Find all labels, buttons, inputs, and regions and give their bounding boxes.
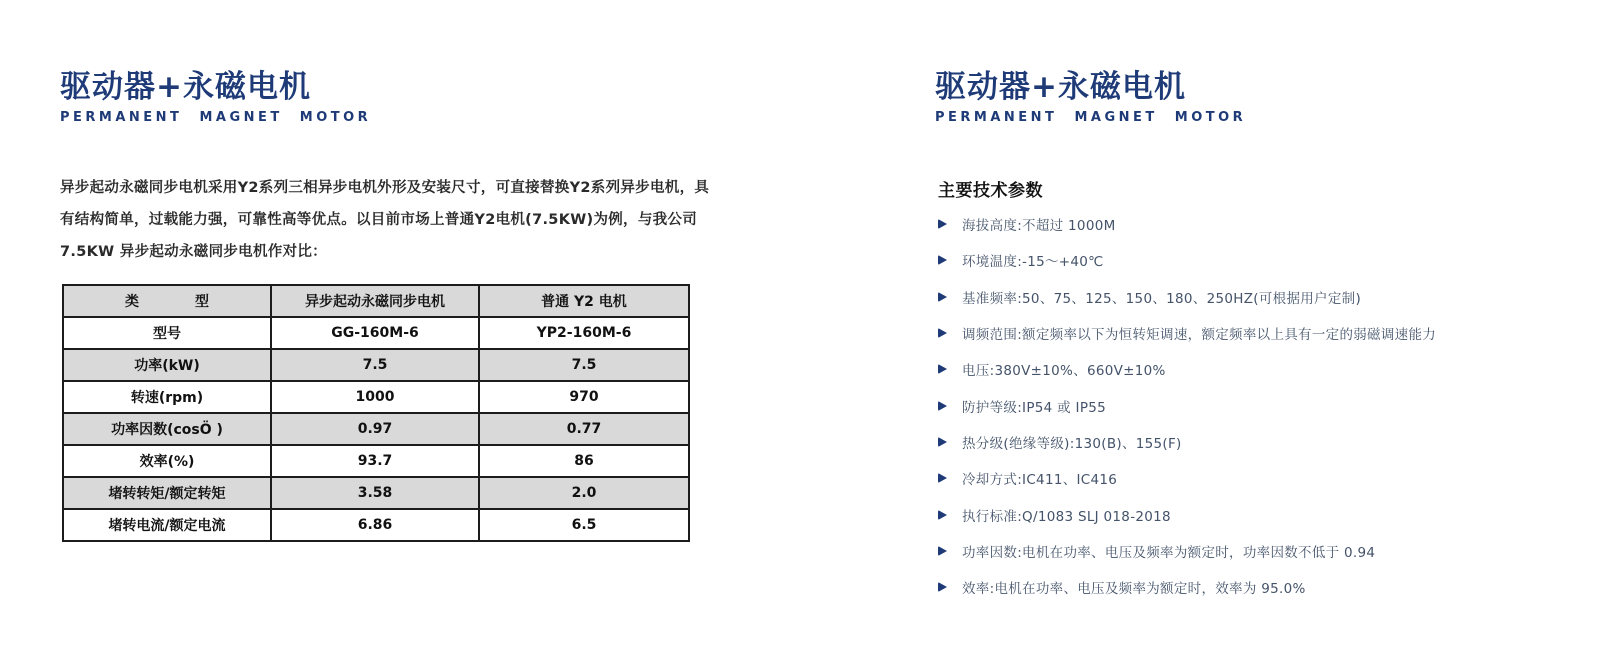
page-title: 驱动器+永磁电机	[935, 69, 1186, 105]
param-text: 防护等级:IP54 或 IP55	[962, 399, 1107, 416]
table-cell: 转速(rpm)	[63, 381, 271, 413]
table-row	[63, 317, 689, 349]
param-item	[938, 242, 1558, 278]
intro-line: 有结构简单，过载能力强，可靠性高等优点。以目前市场上普通Y2电机(7.5KW)为例，与我公司	[60, 212, 698, 228]
param-item	[938, 387, 1558, 423]
table-row	[63, 509, 689, 541]
param-text: 冷却方式:IC411、IC416	[962, 472, 1118, 489]
table-cell: 0.97	[271, 413, 479, 445]
right-title-block	[935, 70, 1246, 125]
table-row	[63, 477, 689, 509]
bullet-arrow-icon	[938, 364, 947, 374]
bullet-arrow-icon	[938, 546, 947, 556]
param-item	[938, 460, 1558, 496]
page-subtitle: PERMANENT MAGNET MOTOR	[60, 110, 372, 126]
param-item	[938, 496, 1558, 532]
param-text: 执行标准:Q/1083 SLJ 018-2018	[962, 508, 1171, 525]
bullet-arrow-icon	[938, 401, 947, 411]
table-header-row	[63, 285, 689, 317]
table-header-cell: 类 型	[63, 285, 271, 317]
param-item	[938, 424, 1558, 460]
table-header-cell: 普通 Y2 电机	[479, 285, 689, 317]
table-row	[63, 445, 689, 477]
table-cell: 2.0	[479, 477, 689, 509]
bullet-arrow-icon	[938, 437, 947, 447]
page-title: 驱动器+永磁电机	[60, 69, 311, 105]
param-text: 热分级(绝缘等级):130(B)、155(F)	[962, 435, 1182, 452]
param-text: 环境温度:-15～+40℃	[962, 254, 1104, 271]
intro-line: 异步起动永磁同步电机采用Y2系列三相异步电机外形及安装尺寸，可直接替换Y2系列异步电机，具	[60, 180, 710, 196]
table-row	[63, 381, 689, 413]
bullet-arrow-icon	[938, 582, 947, 592]
table-cell: 3.58	[271, 477, 479, 509]
param-text: 效率:电机在功率、电压及频率为额定时，效率为 95.0%	[962, 581, 1306, 598]
page-subtitle: PERMANENT MAGNET MOTOR	[935, 110, 1247, 126]
param-item	[938, 533, 1558, 569]
bullet-arrow-icon	[938, 292, 947, 302]
table-cell: 功率(kW)	[63, 349, 271, 381]
bullet-arrow-icon	[938, 255, 947, 265]
bullet-arrow-icon	[938, 219, 947, 229]
table-cell: 功率因数(cosÖ )	[63, 413, 271, 445]
table-row	[63, 413, 689, 445]
comparison-table	[62, 284, 690, 542]
table-cell: 7.5	[271, 349, 479, 381]
param-item	[938, 569, 1558, 605]
table-cell: 7.5	[479, 349, 689, 381]
table-row	[63, 349, 689, 381]
param-text: 海拔高度:不超过 1000M	[962, 218, 1116, 235]
table-cell: 6.5	[479, 509, 689, 541]
param-text: 基准频率:50、75、125、150、180、250HZ(可根据用户定制)	[962, 290, 1362, 307]
left-title-block	[60, 70, 371, 125]
bullet-arrow-icon	[938, 473, 947, 483]
table-cell: 1000	[271, 381, 479, 413]
param-text: 电压:380V±10%、660V±10%	[962, 363, 1166, 380]
param-item	[938, 351, 1558, 387]
table-cell: 堵转转矩/额定转矩	[63, 477, 271, 509]
table-cell: 86	[479, 445, 689, 477]
param-item	[938, 279, 1558, 315]
intro-paragraph	[60, 172, 710, 268]
param-item	[938, 206, 1558, 242]
params-list	[938, 206, 1558, 605]
table-cell: 93.7	[271, 445, 479, 477]
bullet-arrow-icon	[938, 328, 947, 338]
param-text: 调频范围:额定频率以下为恒转矩调速，额定频率以上具有一定的弱磁调速能力	[962, 327, 1437, 344]
bullet-arrow-icon	[938, 510, 947, 520]
table-header-cell: 异步起动永磁同步电机	[271, 285, 479, 317]
table-cell: 效率(%)	[63, 445, 271, 477]
table-cell: 6.86	[271, 509, 479, 541]
params-heading: 主要技术参数	[938, 181, 1043, 201]
table-cell: 0.77	[479, 413, 689, 445]
table-cell: 堵转电流/额定电流	[63, 509, 271, 541]
table-cell: 970	[479, 381, 689, 413]
table-cell: 型号	[63, 317, 271, 349]
param-text: 功率因数:电机在功率、电压及频率为额定时，功率因数不低于 0.94	[962, 544, 1376, 561]
intro-line: 7.5KW 异步起动永磁同步电机作对比：	[60, 244, 327, 260]
table-cell: YP2-160M-6	[479, 317, 689, 349]
param-item	[938, 315, 1558, 351]
table-cell: GG-160M-6	[271, 317, 479, 349]
